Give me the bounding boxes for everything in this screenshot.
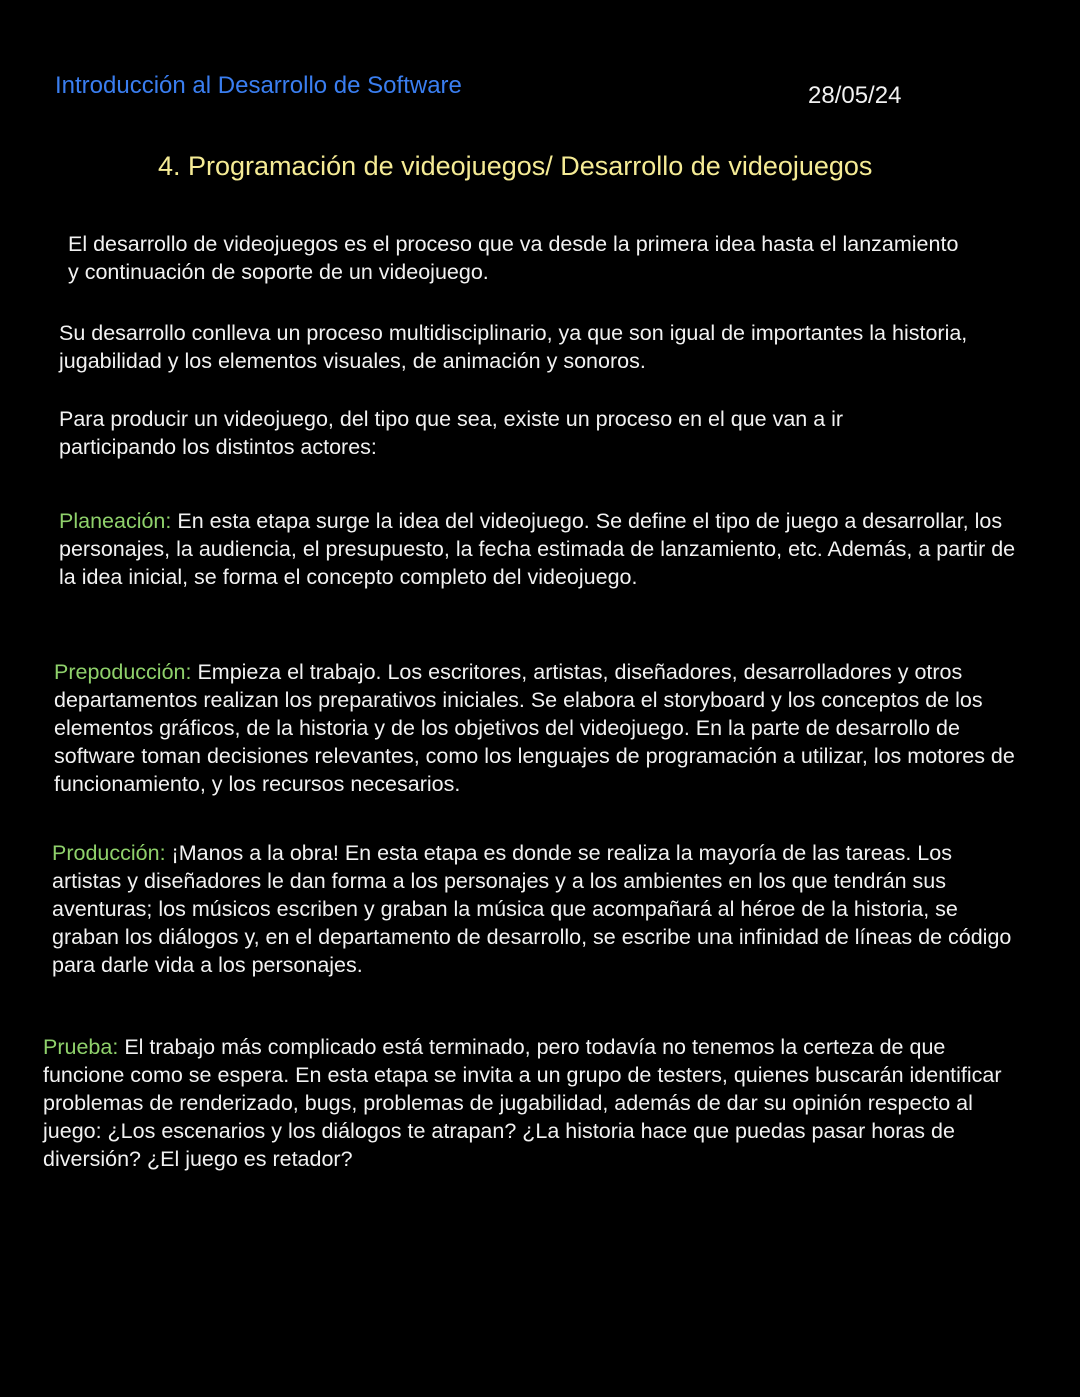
stage-text: ¡Manos a la obra! En esta etapa es donde se realiza la mayoría de las tareas. Los artistas y diseñadores le dan forma a los personajes y a los ambientes en los que tendrán sus aventuras; los músicos escriben y graban la música que acompañará al héroe de la historia, se graban los diálogos y, en el departamento de desarrollo, se escribe una infinidad de líneas de código para darle vida a los personajes. xyxy=(52,841,1012,977)
course-heading: Introducción al Desarrollo de Software xyxy=(55,72,462,99)
date-label: 28/05/24 xyxy=(808,82,902,109)
stage-text: En esta etapa surge la idea del videojuego. Se define el tipo de juego a desarrollar, los personajes, la audiencia, el presupuesto, la fecha estimada de lanzamiento, etc. Además, a partir de la idea inicial, se forma el concepto completo del videojuego. xyxy=(59,509,1016,589)
intro-paragraph-process: Para producir un videojuego, del tipo que sea, existe un proceso en el que van a ir participando los distintos actores: xyxy=(59,407,844,459)
stage-production xyxy=(52,839,1027,979)
stage-planning xyxy=(59,507,1019,591)
stage-text: El trabajo más complicado está terminado, pero todavía no tenemos la certeza de que funcione como se espera. En esta etapa se invita a un grupo de testers, quienes buscarán identificar problemas de renderizado, bugs, problemas de jugabilidad, además de dar su opinión respecto al juego: ¿Los escenarios y los diálogos te atrapan? ¿La historia hace que puedas pasar horas de diversión? ¿El juego es retador? xyxy=(43,1035,1002,1171)
stage-label: Producción: xyxy=(52,841,166,865)
stage-testing xyxy=(43,1033,1018,1173)
stage-text: Empieza el trabajo. Los escritores, artistas, diseñadores, desarrolladores y otros departamentos realizan los preparativos iniciales. Se elabora el storyboard y los conceptos de los elementos gráficos, de la historia y de los objetivos del videojuego. En la parte de desarrollo de software toman decisiones relevantes, como los lenguajes de programación a utilizar, los motores de funcionamiento, y los recursos necesarios. xyxy=(54,660,1015,796)
stage-label: Planeación: xyxy=(59,509,172,533)
stage-label: Prepoducción: xyxy=(54,660,192,684)
intro-paragraph-multidisciplinary: Su desarrollo conlleva un proceso multidisciplinario, ya que son igual de importantes la historia, jugabilidad y los elementos visuales, de animación y sonoros. xyxy=(59,321,968,373)
stage-preproduction xyxy=(54,658,1019,798)
intro-paragraph-definition: El desarrollo de videojuegos es el proceso que va desde la primera idea hasta el lanzamiento y continuación de soporte de un videojuego. xyxy=(68,232,959,284)
stage-label: Prueba: xyxy=(43,1035,119,1059)
page-title: 4. Programación de videojuegos/ Desarrollo de videojuegos xyxy=(158,151,873,181)
